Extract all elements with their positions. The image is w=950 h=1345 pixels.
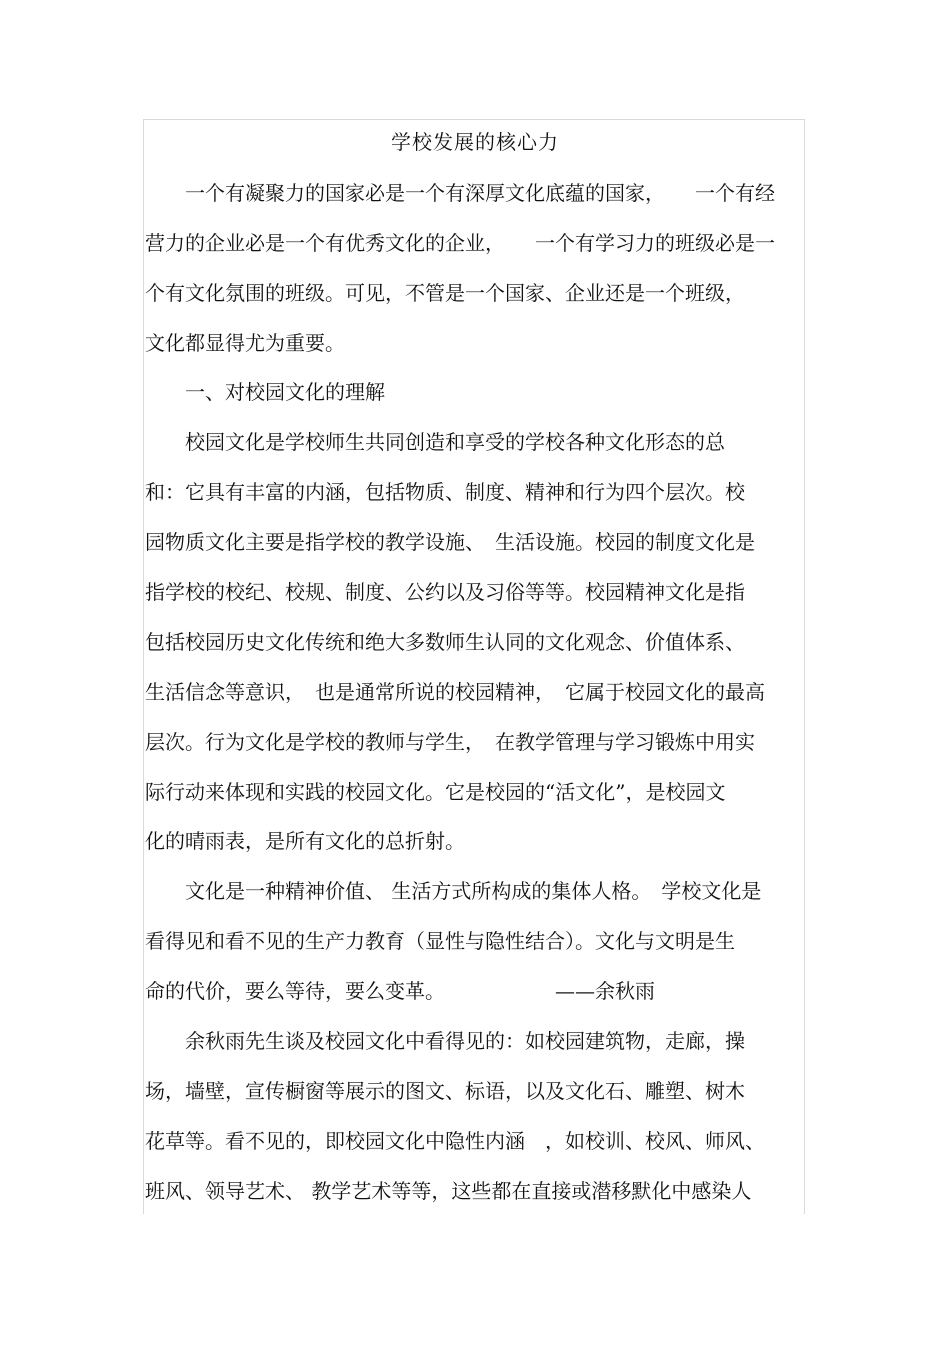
paragraph-line: 层次。行为文化是学校的教师与学生， 在教学管理与学习锻炼中用实	[145, 730, 755, 754]
paragraph-line: 化的晴雨表，是所有文化的总折射。	[145, 829, 465, 853]
document-title: 学校发展的核心力	[391, 130, 559, 154]
paragraph-line: 看得见和看不见的生产力教育（显性与隐性结合）。文化与文明是生	[145, 929, 735, 953]
paragraph-line: 文化都显得尤为重要。	[145, 331, 345, 355]
section-heading: 一、对校园文化的理解	[145, 380, 385, 404]
paragraph-line: 场，墙壁，宣传橱窗等展示的图文、标语，以及文化石、雕塑、树木	[145, 1079, 745, 1103]
paragraph-line: 花草等。看不见的，即校园文化中隐性内涵 ，如校训、校风、师风、	[145, 1129, 765, 1153]
paragraph-line: 一个有凝聚力的国家必是一个有深厚文化底蕴的国家， 一个有经	[145, 181, 775, 205]
paragraph-line: 际行动来体现和实践的校园文化。它是校园的“活文化”，是校园文	[145, 780, 726, 804]
paragraph-line: 余秋雨先生谈及校园文化中看得见的：如校园建筑物，走廊，操	[145, 1029, 745, 1053]
paragraph-line: 班风、领导艺术、 教学艺术等等，这些都在直接或潜移默化中感染人	[145, 1179, 752, 1203]
paragraph-line: 和：它具有丰富的内涵，包括物质、制度、精神和行为四个层次。校	[145, 480, 745, 504]
paragraph-line: 园物质文化主要是指学校的教学设施、 生活设施。校园的制度文化是	[145, 530, 755, 554]
paragraph-line: 营力的企业必是一个有优秀文化的企业， 一个有学习力的班级必是一	[145, 231, 775, 255]
quote-attribution-line: 命的代价，要么等待，要么变革。 ——余秋雨	[145, 979, 655, 1003]
paragraph-line: 个有文化氛围的班级。可见，不管是一个国家、企业还是一个班级，	[145, 281, 745, 305]
paragraph-line: 校园文化是学校师生共同创造和享受的学校各种文化形态的总	[145, 430, 725, 454]
paragraph-line: 生活信念等意识， 也是通常所说的校园精神， 它属于校园文化的最高	[145, 680, 765, 704]
paragraph-line: 包括校园历史文化传统和绝大多数师生认同的文化观念、价值体系、	[145, 630, 745, 654]
paragraph-line: 指学校的校纪、校规、制度、公约以及习俗等等。校园精神文化是指	[145, 580, 745, 604]
paragraph-line: 文化是一种精神价值、 生活方式所构成的集体人格。 学校文化是	[145, 879, 762, 903]
